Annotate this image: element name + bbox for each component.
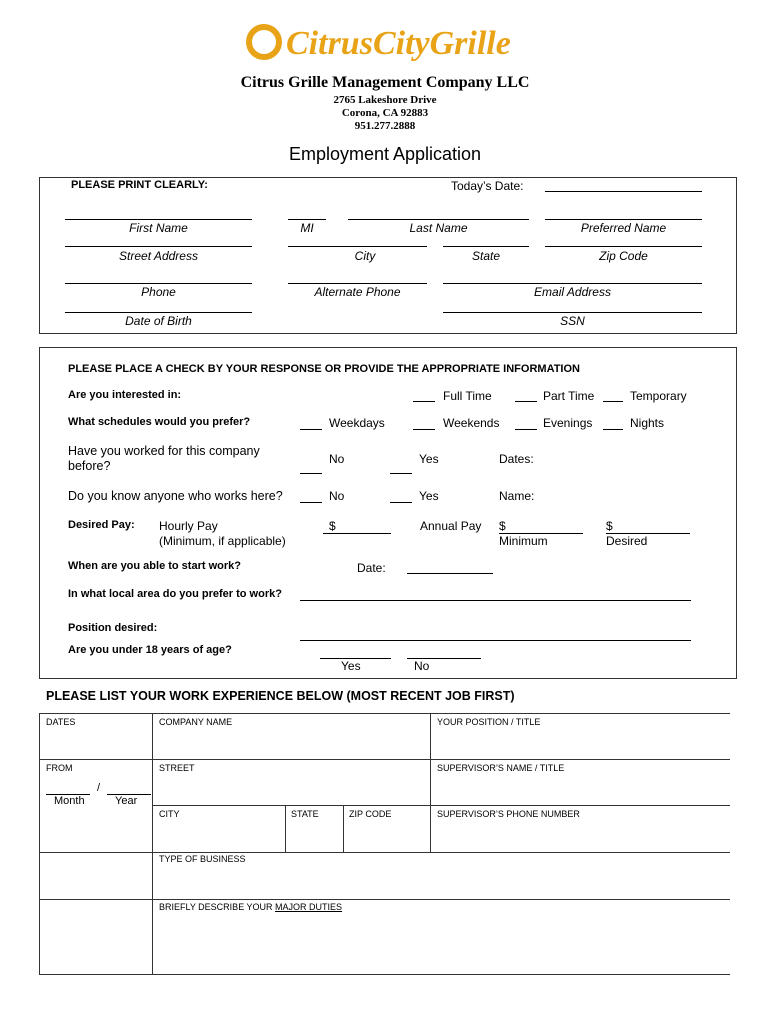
last-name-label: Last Name (409, 221, 468, 235)
company-logo (246, 16, 526, 68)
street-address-field[interactable] (65, 246, 252, 247)
hourly-minimum-note: (Minimum, if applicable) (159, 534, 286, 548)
start-date-label: Date: (357, 561, 386, 575)
work-sup-phone-label: SUPERVISOR’S PHONE NUMBER (437, 809, 580, 819)
weekdays-label: Weekdays (329, 416, 385, 430)
year-label: Year (115, 795, 138, 807)
alt-phone-field[interactable] (288, 283, 427, 284)
position-question: Position desired: (68, 622, 158, 634)
ssn-field[interactable] (443, 312, 702, 313)
company-city-state-zip: Corona, CA 92883 (341, 107, 429, 119)
weekdays-check[interactable] (300, 429, 322, 430)
work-duties-label (159, 902, 342, 912)
dates-label: Dates: (499, 452, 534, 466)
worked-before-question: Have you worked for this company before? (68, 444, 260, 473)
work-business-type-label: TYPE OF BUSINESS (159, 854, 246, 864)
zip-label: Zip Code (599, 249, 648, 263)
work-row-line-3 (39, 852, 730, 853)
work-table (39, 713, 730, 975)
work-state-label: STATE (291, 809, 319, 819)
citrus-logo-icon (246, 16, 526, 68)
part-time-label: Part Time (543, 389, 595, 403)
annual-desired-dollar-sign: $ (606, 519, 613, 533)
todays-date-label: Today’s Date: (451, 179, 524, 193)
state-field[interactable] (443, 246, 529, 247)
work-heading: PLEASE LIST YOUR WORK EXPERIENCE BELOW (MOST RECENT JOB FIRST) (46, 689, 515, 703)
work-state-zip-divider (343, 805, 344, 853)
work-zip-label: ZIP CODE (349, 809, 392, 819)
weekends-check[interactable] (413, 429, 435, 430)
work-col-divider (152, 713, 153, 975)
full-time-label: Full Time (443, 389, 492, 403)
start-date-field[interactable] (407, 573, 493, 574)
desired-pay-label: Desired Pay: (68, 519, 135, 531)
work-street-label: STREET (159, 763, 195, 773)
worked-yes-label: Yes (419, 452, 439, 466)
work-row-line-2 (152, 805, 730, 806)
email-field[interactable] (443, 283, 702, 284)
know-no-check[interactable] (300, 502, 322, 503)
worked-yes-check[interactable] (390, 473, 412, 474)
work-row-line-4 (39, 899, 730, 900)
todays-date-field[interactable] (545, 191, 702, 192)
interested-question: Are you interested in: (68, 389, 182, 401)
state-label: State (471, 249, 501, 263)
mi-label: MI (300, 221, 314, 235)
nights-check[interactable] (603, 429, 623, 430)
zip-field[interactable] (545, 246, 702, 247)
city-label: City (354, 249, 376, 263)
phone-label: Phone (141, 285, 176, 299)
work-dates-label: DATES (46, 717, 76, 727)
nights-label: Nights (630, 416, 665, 430)
company-street: 2765 Lakeshore Drive (333, 94, 437, 106)
work-supervisor-label: SUPERVISOR’S NAME / TITLE (437, 763, 565, 773)
from-date-slash: / (97, 782, 101, 794)
logo-text: CitrusCityGrille (286, 25, 511, 62)
full-time-check[interactable] (413, 401, 435, 402)
work-from-label: FROM (46, 763, 73, 773)
part-time-check[interactable] (515, 401, 537, 402)
duties-underlined: MAJOR DUTIES (275, 902, 343, 912)
ssn-label: SSN (560, 314, 585, 328)
work-row-line-1 (39, 759, 730, 760)
last-name-field[interactable] (348, 219, 529, 220)
hourly-dollar-sign: $ (329, 519, 336, 533)
phone-field[interactable] (65, 283, 252, 284)
form-title: Employment Application (288, 144, 482, 164)
duties-prefix: BRIEFLY DESCRIBE YOUR (159, 902, 276, 912)
work-city-state-divider (285, 805, 286, 853)
know-no-label: No (329, 489, 345, 503)
know-yes-check[interactable] (390, 502, 412, 503)
annual-min-dollar-sign: $ (499, 519, 506, 533)
position-field[interactable] (300, 640, 691, 641)
month-label: Month (54, 795, 85, 807)
under18-no-label: No (414, 659, 430, 673)
know-yes-label: Yes (419, 489, 439, 503)
preferred-name-field[interactable] (545, 219, 702, 220)
print-clearly-label: PLEASE PRINT CLEARLY: (71, 179, 208, 191)
evenings-label: Evenings (543, 416, 593, 430)
first-name-label: First Name (129, 221, 188, 235)
annual-minimum-label: Minimum (499, 534, 548, 548)
local-area-field[interactable] (300, 600, 691, 601)
dob-field[interactable] (65, 312, 252, 313)
work-company-label: COMPANY NAME (159, 717, 233, 727)
annual-pay-label: Annual Pay (420, 519, 482, 533)
work-position-label: YOUR POSITION / TITLE (437, 717, 541, 727)
temporary-check[interactable] (603, 401, 623, 402)
alt-phone-label: Alternate Phone (314, 285, 401, 299)
worked-no-check[interactable] (300, 473, 322, 474)
hourly-pay-field[interactable] (323, 533, 391, 534)
under-18-question: Are you under 18 years of age? (68, 644, 232, 656)
name-label: Name: (499, 489, 535, 503)
schedule-question: What schedules would you prefer? (68, 416, 251, 428)
annual-desired-label: Desired (606, 534, 648, 548)
email-label: Email Address (534, 285, 611, 299)
work-city-label: CITY (159, 809, 180, 819)
hourly-pay-label: Hourly Pay (159, 519, 218, 533)
company-name: Citrus Grille Management Company LLC (240, 74, 530, 91)
mi-field[interactable] (288, 219, 326, 220)
evenings-check[interactable] (515, 429, 537, 430)
check-heading: PLEASE PLACE A CHECK BY YOUR RESPONSE OR PROVIDE THE APPROPRIATE INFORMATION (68, 363, 580, 375)
temporary-label: Temporary (630, 389, 687, 403)
local-area-question: In what local area do you prefer to work? (68, 588, 282, 600)
work-col-divider-right (430, 713, 431, 853)
dob-label: Date of Birth (125, 314, 192, 328)
street-address-label: Street Address (119, 249, 198, 263)
company-phone: 951.277.2888 (354, 120, 416, 132)
under18-yes-label: Yes (341, 659, 361, 673)
start-work-question: When are you able to start work? (68, 560, 241, 572)
preferred-name-label: Preferred Name (580, 221, 667, 235)
city-field[interactable] (288, 246, 427, 247)
weekends-label: Weekends (443, 416, 500, 430)
first-name-field[interactable] (65, 219, 252, 220)
know-anyone-question: Do you know anyone who works here? (68, 489, 283, 503)
worked-no-label: No (329, 452, 345, 466)
